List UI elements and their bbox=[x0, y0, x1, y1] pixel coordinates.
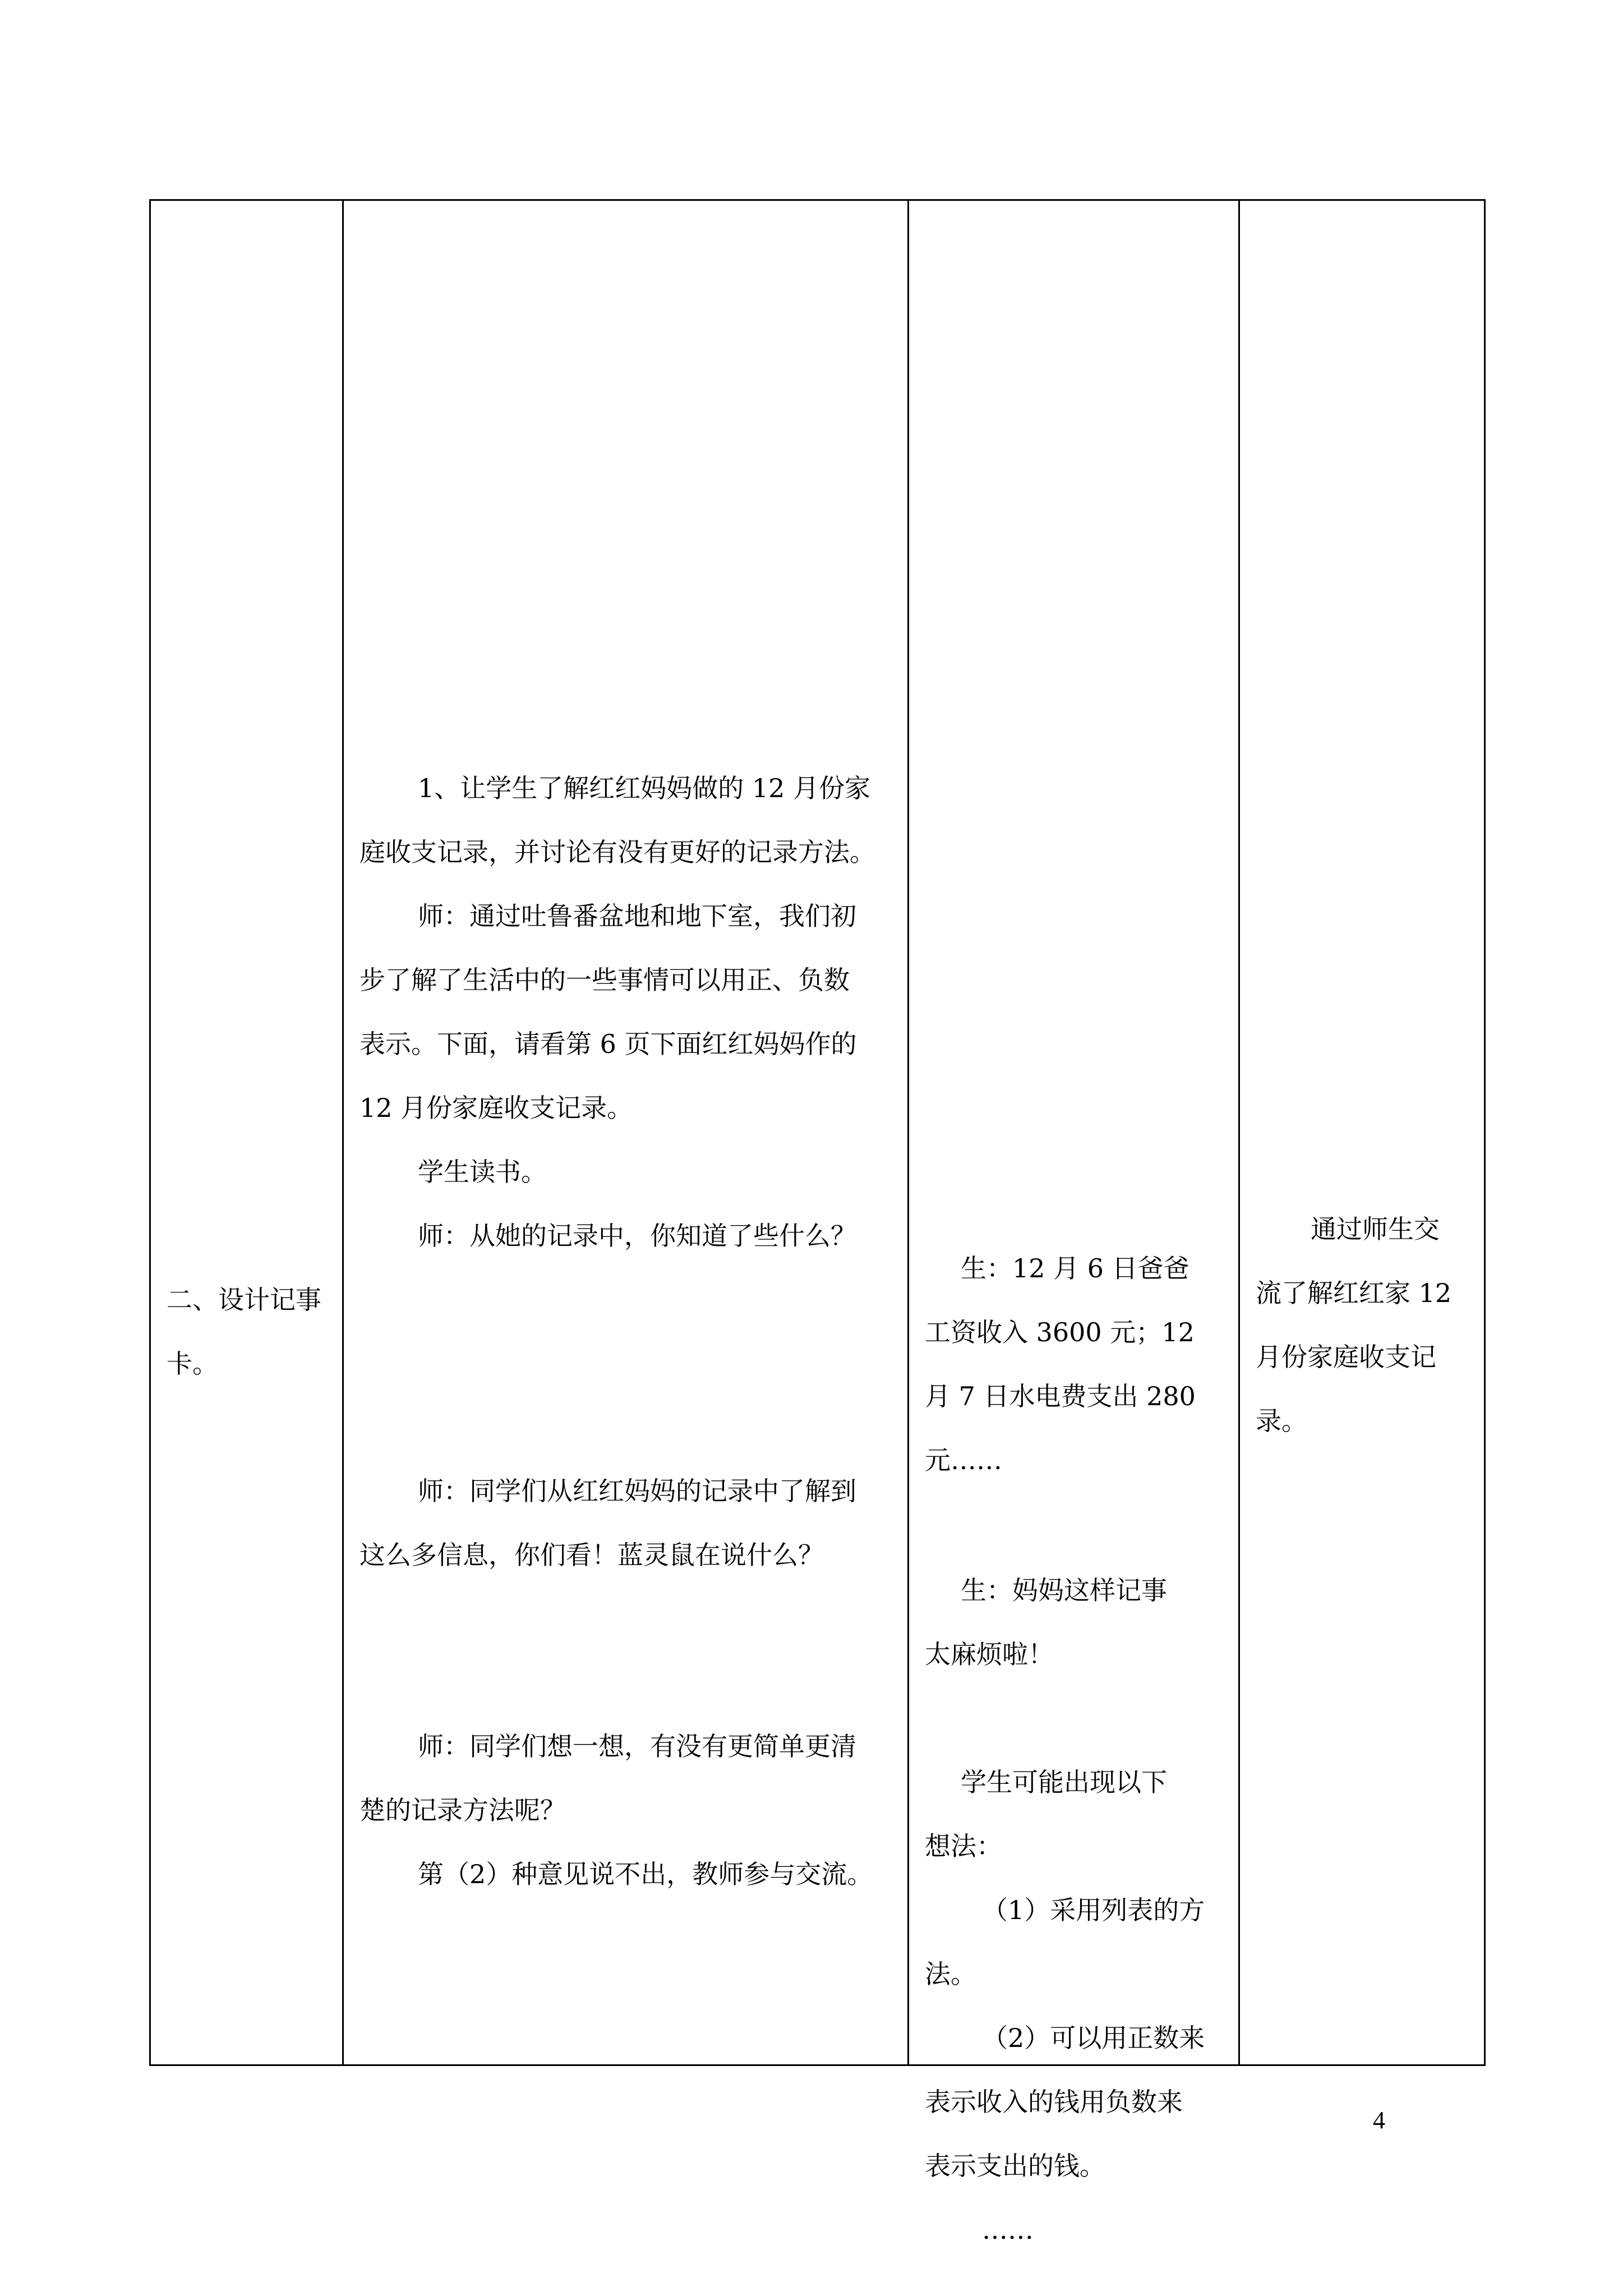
student-activity-line: 表示支出的钱。 bbox=[925, 2151, 1105, 2181]
teacher-activity-line: 1、让学生了解红红妈妈做的 12 月份家 bbox=[418, 773, 871, 803]
teacher-activity-line: 楚的记录方法呢？ bbox=[359, 1795, 566, 1825]
student-activity-line: 月 7 日水电费支出 280 bbox=[925, 1381, 1196, 1411]
design-intent-line: 录。 bbox=[1256, 1406, 1307, 1436]
design-intent-cell bbox=[1239, 200, 1485, 2065]
teacher-activity-line: 师：同学们想一想，有没有更简单更清 bbox=[418, 1731, 856, 1761]
teacher-activity-line: 师：从她的记录中，你知道了些什么？ bbox=[418, 1221, 856, 1251]
teacher-activity-line: 12 月份家庭收支记录。 bbox=[359, 1093, 633, 1123]
design-intent-line: 月份家庭收支记 bbox=[1256, 1342, 1436, 1372]
teacher-activity-line: 师：通过吐鲁番盆地和地下室，我们初 bbox=[418, 901, 856, 931]
student-activity-line: 想法： bbox=[925, 1831, 1002, 1861]
design-intent-line: 通过师生交 bbox=[1311, 1214, 1440, 1244]
lesson-plan-table bbox=[149, 199, 1486, 2245]
student-activity-line: 表示收入的钱用负数来 bbox=[925, 2087, 1183, 2117]
student-activity-line: （1）采用列表的方 bbox=[982, 1895, 1205, 1925]
page-number: 4 bbox=[1373, 2106, 1385, 2134]
teacher-activity-line: 师：同学们从红红妈妈的记录中了解到 bbox=[418, 1476, 856, 1506]
stage-cell bbox=[150, 200, 343, 2065]
student-activity-line: 生：妈妈这样记事 bbox=[961, 1575, 1167, 1605]
teacher-activity-line: 庭收支记录，并讨论有没有更好的记录方法。 bbox=[359, 837, 875, 867]
student-activity-line: 法。 bbox=[925, 1959, 976, 1989]
student-activity-cell bbox=[909, 200, 1239, 2245]
student-activity-line: 元…… bbox=[925, 1445, 1002, 1475]
student-activity-line: （2）可以用正数来 bbox=[982, 2023, 1205, 2053]
stage-label-line: 二、设计记事 bbox=[167, 1285, 321, 1315]
teacher-activity-line: 这么多信息，你们看！蓝灵鼠在说什么？ bbox=[359, 1540, 824, 1570]
student-activity-line: …… bbox=[982, 2215, 1034, 2245]
student-activity-line: 工资收入 3600 元；12 bbox=[925, 1317, 1195, 1347]
student-activity-line: 学生可能出现以下 bbox=[961, 1767, 1167, 1797]
teacher-activity-cell bbox=[343, 200, 909, 2065]
teacher-activity-line: 步了解了生活中的一些事情可以用正、负数 bbox=[359, 965, 850, 995]
student-activity-line: 生：12 月 6 日爸爸 bbox=[961, 1253, 1189, 1283]
teacher-activity-line: 学生读书。 bbox=[418, 1157, 547, 1187]
teacher-activity-line: 表示。下面，请看第 6 页下面红红妈妈作的 bbox=[359, 1029, 857, 1059]
design-intent-line: 流了解红红家 12 bbox=[1256, 1278, 1452, 1308]
stage-label-line: 卡。 bbox=[167, 1349, 218, 1379]
student-activity-line: 太麻烦啦！ bbox=[925, 1639, 1054, 1669]
table-row bbox=[150, 200, 1485, 2065]
teacher-activity-line: 第（2）种意见说不出，教师参与交流。 bbox=[418, 1859, 873, 1889]
